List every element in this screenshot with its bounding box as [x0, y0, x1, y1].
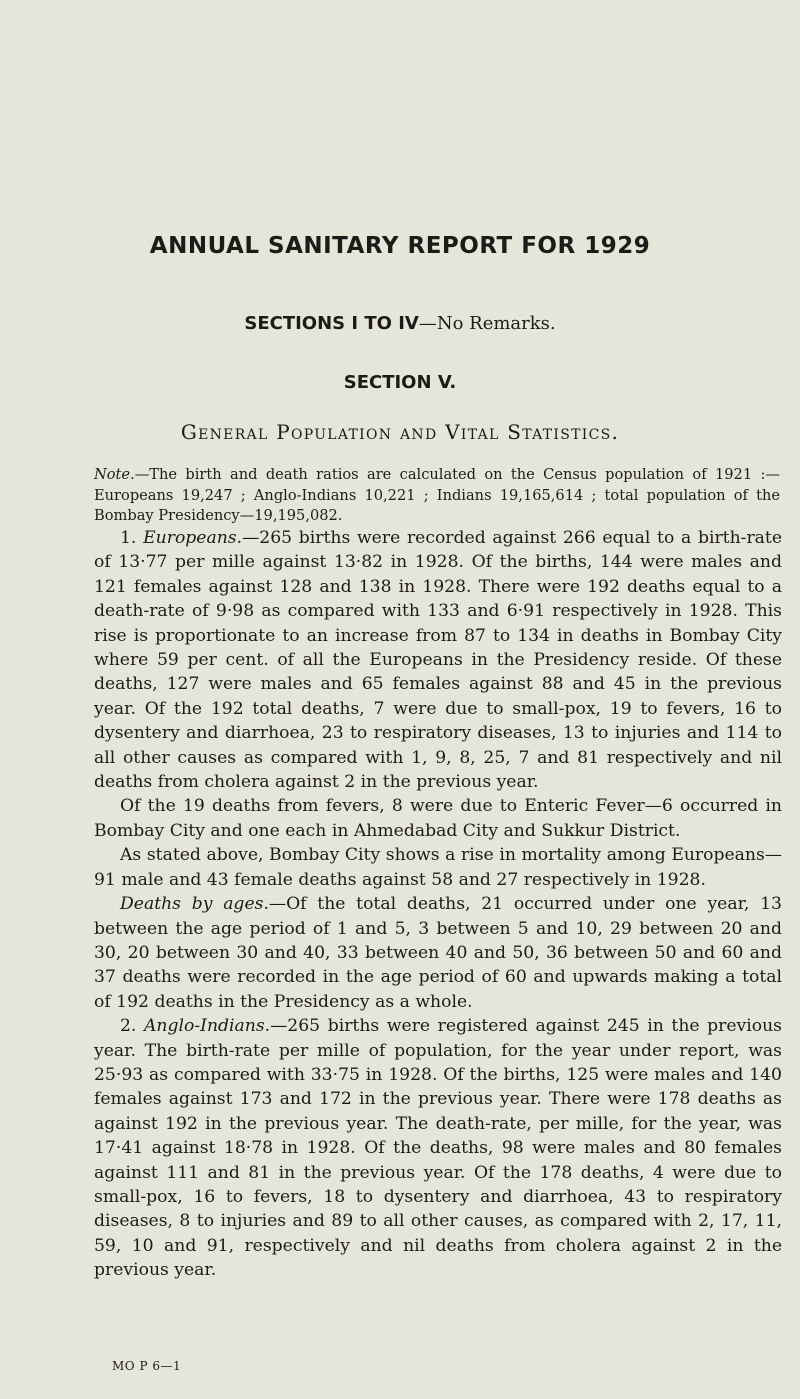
paragraph-deaths-by-ages: [94, 892, 782, 1014]
sections-1-4-remark: —No Remarks.: [418, 313, 556, 334]
sections-1-4-line: [0, 313, 800, 334]
paragraph-number: 2.: [120, 1016, 137, 1037]
paragraph-heading: Anglo-Indians: [144, 1016, 265, 1037]
paragraph-heading: Deaths by ages: [120, 894, 264, 915]
census-note: [94, 465, 780, 527]
note-text: .—The birth and death ratios are calculated on the Census population of 1921 :—Europeans 19,247 ; Anglo-Indians 10,221 ; Indians 19,165,614 ; total population of the Bombay Presidency—19,195,082.: [94, 466, 780, 524]
report-body: [94, 526, 782, 1283]
section-subtitle: General Population and Vital Statistics.: [180, 420, 620, 444]
paragraph-text: .—265 births were registered against 245 in the previous year. The birth-rate per mille of population, for the year under report, was 25·93 as compared with 33·75 in 1928. Of the births, 125 were males and 140 females against 173 and 172 in the previous year. There were 178 deaths as against 192 in the previous year. The death-rate, per mille, for the year, was 17·41 against 18·78 in 1928. Of the deaths, 98 were males and 80 females against 111 and 81 in the previous year. Of the 178 deaths, 4 were due to small-pox, 16 to fevers, 18 to dysentery and diarrhoea, 43 to respiratory diseases, 8 to injuries and 89 to all other causes, as compared with 2, 17, 11, 59, 10 and 91, respectively and nil deaths from cholera against 2 in the previous year.: [94, 1016, 782, 1281]
note-label: Note: [94, 466, 131, 483]
paragraph-number: 1.: [120, 528, 137, 548]
paragraph-anglo-indians: [94, 1014, 782, 1282]
section-5-heading: SECTION V.: [343, 372, 457, 393]
paragraph-text: .—Of the total deaths, 21 occurred under one year, 13 between the age period of 1 and 5, 3 between 5 and 10, 29 between 20 and 30, 20 between 30 and 40, 33 between 40 and 50, 36 between 50 and 60 and 37 deaths were recorded in the age period of 60 and upwards making a total of 192 deaths in the Presidency as a whole.: [94, 894, 782, 1012]
paragraph-text: .—265 births were recorded against 266 equal to a birth-rate of 13·77 per mille against 13·82 in 1928. Of the births, 144 were males and 121 females against 128 and 138 in 1928. There were 192 deaths equal to a death-rate of 9·98 as compared with 133 and 6·91 respectively in 1928. This rise is proportionate to an increase from 87 to 134 in deaths in Bombay City where 59 per cent. of all the Europeans in the Presidency reside. Of these deaths, 127 were males and 65 females against 88 and 45 in the previous year. Of the 192 total deaths, 7 were due to small-pox, 19 to fevers, 16 to dysentery and diarrhoea, 23 to respiratory diseases, 13 to injuries and 114 to all other causes as compared with 1, 9, 8, 25, 7 and 81 respectively and nil deaths from cholera against 2 in the previous year.: [94, 528, 782, 793]
printer-mark: MO P 6—1: [112, 1359, 182, 1373]
paragraph-bombay-city: As stated above, Bombay City shows a rise in mortality among Europeans—91 male and 43 female deaths against 58 and 27 respectively in 1928.: [94, 845, 782, 890]
report-title: ANNUAL SANITARY REPORT FOR 1929: [149, 233, 651, 259]
paragraph-europeans: [94, 526, 782, 794]
paragraph-heading: Europeans: [143, 528, 237, 548]
paragraph-fevers: Of the 19 deaths from fevers, 8 were due to Enteric Fever—6 occurred in Bombay City and one each in Ahmedabad City and Sukkur District.: [94, 796, 782, 841]
sections-1-4-heading: SECTIONS I TO IV: [244, 313, 419, 334]
